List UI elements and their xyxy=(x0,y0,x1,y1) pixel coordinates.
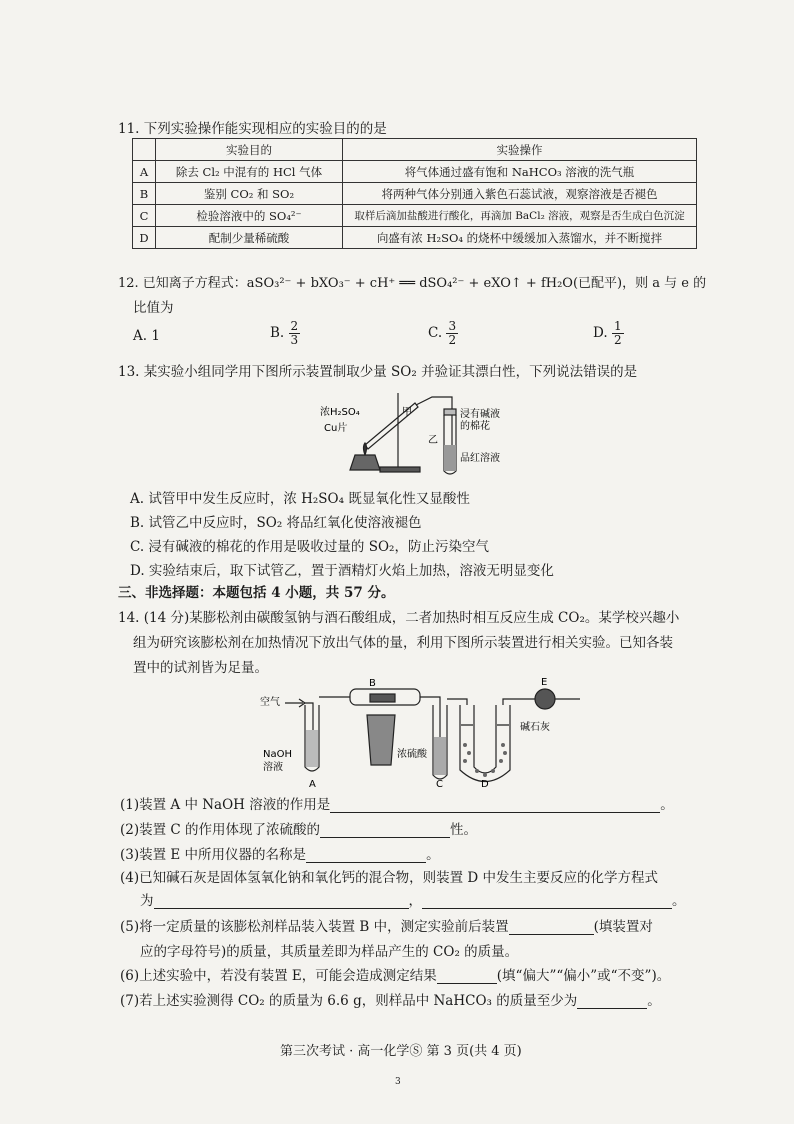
lamp-b xyxy=(367,715,395,765)
label-air: 空气 xyxy=(260,697,280,708)
q12-option-b xyxy=(270,320,300,347)
label-cotton2: 的棉花 xyxy=(460,421,490,432)
answer-blank[interactable] xyxy=(154,894,409,909)
table-row xyxy=(133,227,697,249)
table-header-row xyxy=(133,139,697,161)
row-operation: 将气体通过盛有饱和 NaHCO₃ 溶液的洗气瓶 xyxy=(343,161,697,183)
row-purpose: 检验溶液中的 SO₄²⁻ xyxy=(156,205,343,227)
cotton-plug xyxy=(444,409,456,415)
naoh-solution xyxy=(306,730,318,767)
q12-option-a: A. 1 xyxy=(133,328,160,344)
table-row xyxy=(133,183,697,205)
alcohol-lamp xyxy=(350,455,380,470)
row-operation: 向盛有浓 H₂SO₄ 的烧杯中缓缓加入蒸馏水，并不断搅拌 xyxy=(343,227,697,249)
acid-c xyxy=(434,737,446,775)
denominator: 2 xyxy=(448,333,457,347)
row-label: A xyxy=(133,161,156,183)
denominator: 2 xyxy=(613,333,622,347)
sub-text: (填“偏大”“偏小”或“不变”)。 xyxy=(496,968,671,984)
numerator: 2 xyxy=(290,319,299,333)
sub-text: (4)已知碱石灰是固体氢氧化钠和氧化钙的混合物，则装置 D 中发生主要反应的化学方程式 xyxy=(120,870,659,886)
sub-text: 为 xyxy=(140,893,154,909)
label-naoh2: 溶液 xyxy=(263,762,283,773)
sub-text: (填装置对 xyxy=(593,919,653,935)
punct: 。 xyxy=(647,993,661,1009)
answer-blank[interactable] xyxy=(330,798,660,813)
q14-sub1 xyxy=(120,793,674,813)
punct: 。 xyxy=(660,797,674,813)
sub-text: (7)若上述实验测得 CO₂ 的质量为 6.6 g，则样品中 NaHCO₃ 的质量至少为 xyxy=(120,993,578,1009)
answer-blank[interactable] xyxy=(437,969,497,984)
tube-c-d xyxy=(447,699,467,705)
q14-stem-3: 置中的试剂皆为足量。 xyxy=(133,660,268,676)
row-purpose: 配制少量稀硫酸 xyxy=(156,227,343,249)
fraction xyxy=(289,320,301,347)
tube-d-e xyxy=(503,699,535,705)
row-label: C xyxy=(133,205,156,227)
row-label: B xyxy=(133,183,156,205)
label-dye: 品红溶液 xyxy=(460,453,500,464)
punct: ， xyxy=(408,893,422,909)
q12-option-d xyxy=(593,320,624,347)
answer-blank[interactable] xyxy=(422,894,672,909)
row-purpose: 除去 Cl₂ 中混有的 HCl 气体 xyxy=(156,161,343,183)
q11-stem: 11. 下列实验操作能实现相应的实验目的的是 xyxy=(118,121,387,137)
numerator: 3 xyxy=(448,319,457,333)
fraction xyxy=(612,320,624,347)
row-operation: 将两种气体分别通入紫色石蕊试液，观察溶液是否褪色 xyxy=(343,183,697,205)
q12-stem-cont: 比值为 xyxy=(133,300,174,316)
punct: 。 xyxy=(672,893,686,909)
answer-blank[interactable] xyxy=(306,848,426,863)
q13-option-a: A. 试管甲中发生反应时，浓 H₂SO₄ 既显氧化性又显酸性 xyxy=(130,491,470,507)
answer-blank[interactable] xyxy=(577,994,647,1009)
label-jia: 甲 xyxy=(402,407,412,418)
stand-base xyxy=(380,467,420,472)
table-row xyxy=(133,205,697,227)
q14-sub3 xyxy=(120,843,440,863)
answer-blank[interactable] xyxy=(320,823,450,838)
so2-apparatus-diagram xyxy=(320,385,510,480)
row-label: D xyxy=(133,227,156,249)
label-b: B xyxy=(369,678,376,689)
table-header: 实验操作 xyxy=(343,139,697,161)
option-label: C. xyxy=(428,325,443,341)
sub-text: (2)装置 C 的作用体现了浓硫酸的 xyxy=(120,822,321,838)
label-c: C xyxy=(436,779,443,790)
q13-stem: 13. 某实验小组同学用下图所示装置制取少量 SO₂ 并验证其漂白性，下列说法错误的是 xyxy=(118,364,638,380)
q14-sub7 xyxy=(120,989,661,1009)
q14-stem-2: 组为研究该膨松剂在加热情况下放出气体的量，利用下图所示装置进行相关实验。已知各装 xyxy=(133,635,673,651)
sub-text: (3)装置 E 中所用仪器的名称是 xyxy=(120,847,307,863)
q14-stem-1: 14. (14 分)某膨松剂由碳酸氢钠与酒石酸组成，二者加热时相互反应生成 CO₂。某学校兴趣小 xyxy=(118,610,680,626)
dye-solution xyxy=(444,445,456,471)
section-title: 三、非选择题：本题包括 4 小题，共 57 分。 xyxy=(118,585,395,601)
punct: 。 xyxy=(426,847,440,863)
q14-sub4-cont xyxy=(140,889,686,909)
q13-option-d: D. 实验结束后，取下试管乙，置于酒精灯火焰上加热，溶液无明显变化 xyxy=(130,563,554,579)
q11-table xyxy=(132,138,697,249)
q14-sub6 xyxy=(120,964,670,984)
option-label: B. xyxy=(270,325,285,341)
q12-option-c xyxy=(428,320,458,347)
table-header xyxy=(133,139,156,161)
table-header: 实验目的 xyxy=(156,139,343,161)
numerator: 1 xyxy=(613,319,622,333)
row-operation: 取样后滴加盐酸进行酸化，再滴加 BaCl₂ 溶液，观察是否生成白色沉淀 xyxy=(343,205,697,227)
label-d: D xyxy=(481,779,489,790)
label-lime: 碱石灰 xyxy=(520,722,550,733)
co2-apparatus-diagram xyxy=(255,675,585,790)
sub-text: 性。 xyxy=(450,822,478,838)
label-yi: 乙 xyxy=(428,435,438,446)
sample-b xyxy=(370,694,395,702)
sub-text: (6)上述实验中，若没有装置 E，可能会造成测定结果 xyxy=(120,968,437,984)
row-purpose: 鉴别 CO₂ 和 SO₂ xyxy=(156,183,343,205)
q12-stem: 12. 已知离子方程式：aSO₃²⁻ + bXO₃⁻ + cH⁺ ══ dSO₄²⁻ + eXO↑ + fH₂O(已配平)，则 a 与 e 的 xyxy=(118,276,707,291)
answer-blank[interactable] xyxy=(509,920,594,935)
label-acid: 浓硫酸 xyxy=(397,749,427,760)
denominator: 3 xyxy=(290,333,299,347)
q14-sub2 xyxy=(120,818,477,838)
q14-sub4 xyxy=(120,866,658,886)
page-footer: 第三次考试 · 高一化学Ⓢ 第 3 页(共 4 页) xyxy=(280,1044,522,1059)
label-a: A xyxy=(309,779,316,790)
sub-text: (5)将一定质量的该膨松剂样品装入装置 B 中，测定实验前后装置 xyxy=(120,919,509,935)
drying-tube-e xyxy=(535,689,555,709)
table-row xyxy=(133,161,697,183)
option-label: D. xyxy=(593,325,608,341)
label-acid: 浓H₂SO₄ xyxy=(320,407,360,418)
label-cotton1: 浸有碱液 xyxy=(460,409,500,420)
label-e: E xyxy=(541,677,548,688)
sub-text: (1)装置 A 中 NaOH 溶液的作用是 xyxy=(120,797,331,813)
page-number: 3 xyxy=(395,1077,401,1087)
q13-option-b: B. 试管乙中反应时，SO₂ 将品红氧化使溶液褪色 xyxy=(130,515,422,531)
q14-sub5-cont: 应的字母符号)的质量，其质量差即为样品产生的 CO₂ 的质量。 xyxy=(140,944,519,960)
label-cu: Cu片 xyxy=(324,423,348,434)
fraction xyxy=(446,320,458,347)
flame xyxy=(364,443,367,455)
q14-sub5 xyxy=(120,915,653,935)
label-naoh1: NaOH xyxy=(263,749,292,760)
q13-option-c: C. 浸有碱液的棉花的作用是吸收过量的 SO₂，防止污染空气 xyxy=(130,539,489,555)
